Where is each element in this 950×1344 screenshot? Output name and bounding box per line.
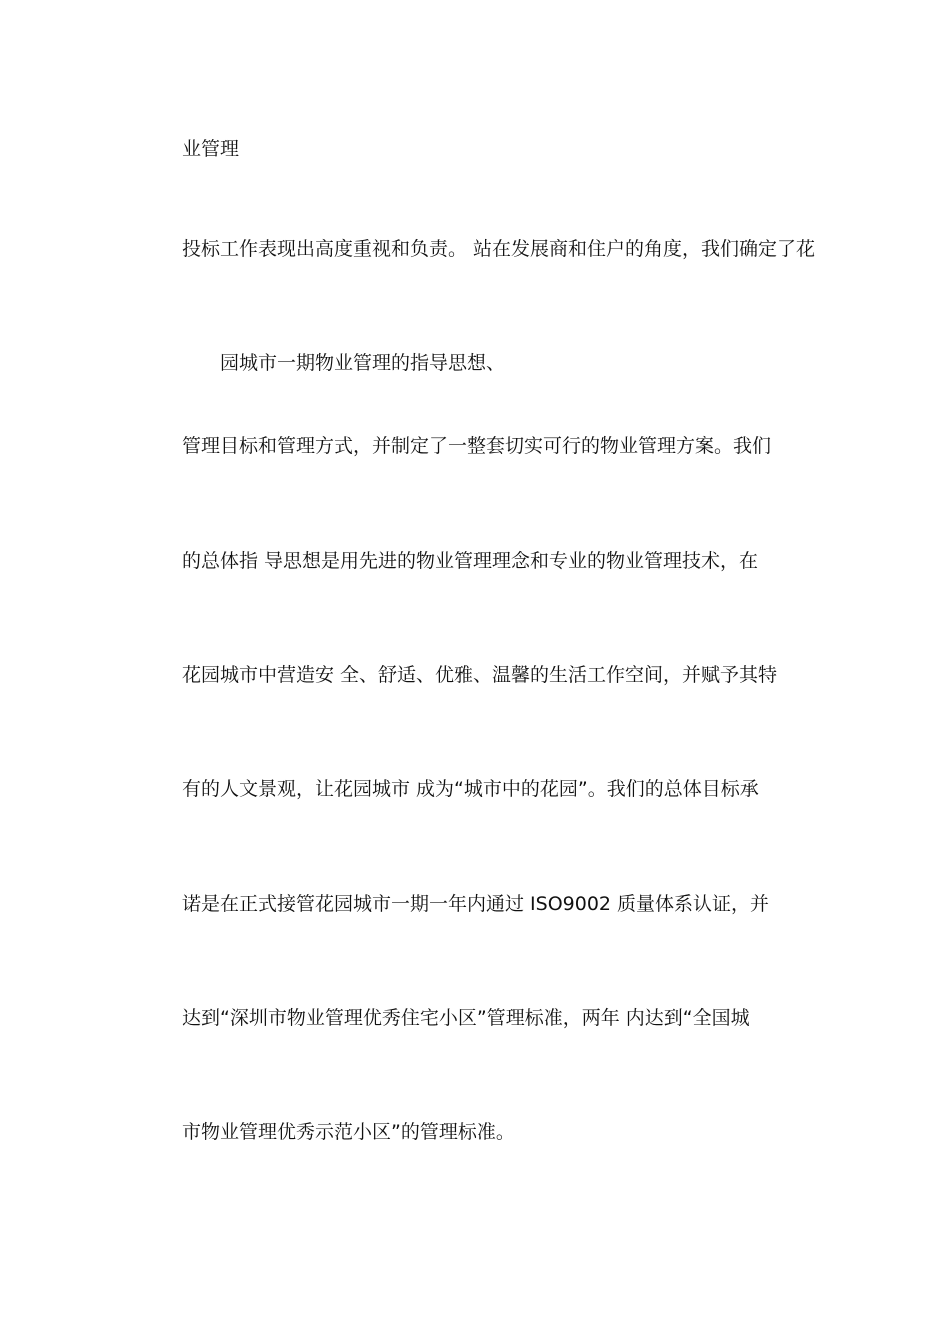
text-line: 投标工作表现出高度重视和负责。 站在发展商和住户的角度，我们确定了花 bbox=[182, 238, 816, 260]
text-line: 花园城市中营造安 全、舒适、优雅、温馨的生活工作空间，并赋予其特 bbox=[182, 664, 778, 686]
text-line: 业管理 bbox=[182, 138, 240, 160]
text-line: 市物业管理优秀示范小区”的管理标准。 bbox=[182, 1121, 515, 1143]
text-line: 的总体指 导思想是用先进的物业管理理念和专业的物业管理技术，在 bbox=[182, 550, 759, 572]
text-line: 达到“深圳市物业管理优秀住宅小区”管理标准，两年 内达到“全国城 bbox=[182, 1007, 750, 1029]
text-line: 管理目标和管理方式，并制定了一整套切实可行的物业管理方案。我们 bbox=[182, 435, 772, 457]
text-line-indented: 园城市一期物业管理的指导思想、 bbox=[220, 352, 506, 374]
text-line: 诺是在正式接管花园城市一期一年内通过 ISO9002 质量体系认证，并 bbox=[182, 893, 770, 915]
text-line: 有的人文景观，让花园城市 成为“城市中的花园”。我们的总体目标承 bbox=[182, 778, 759, 800]
